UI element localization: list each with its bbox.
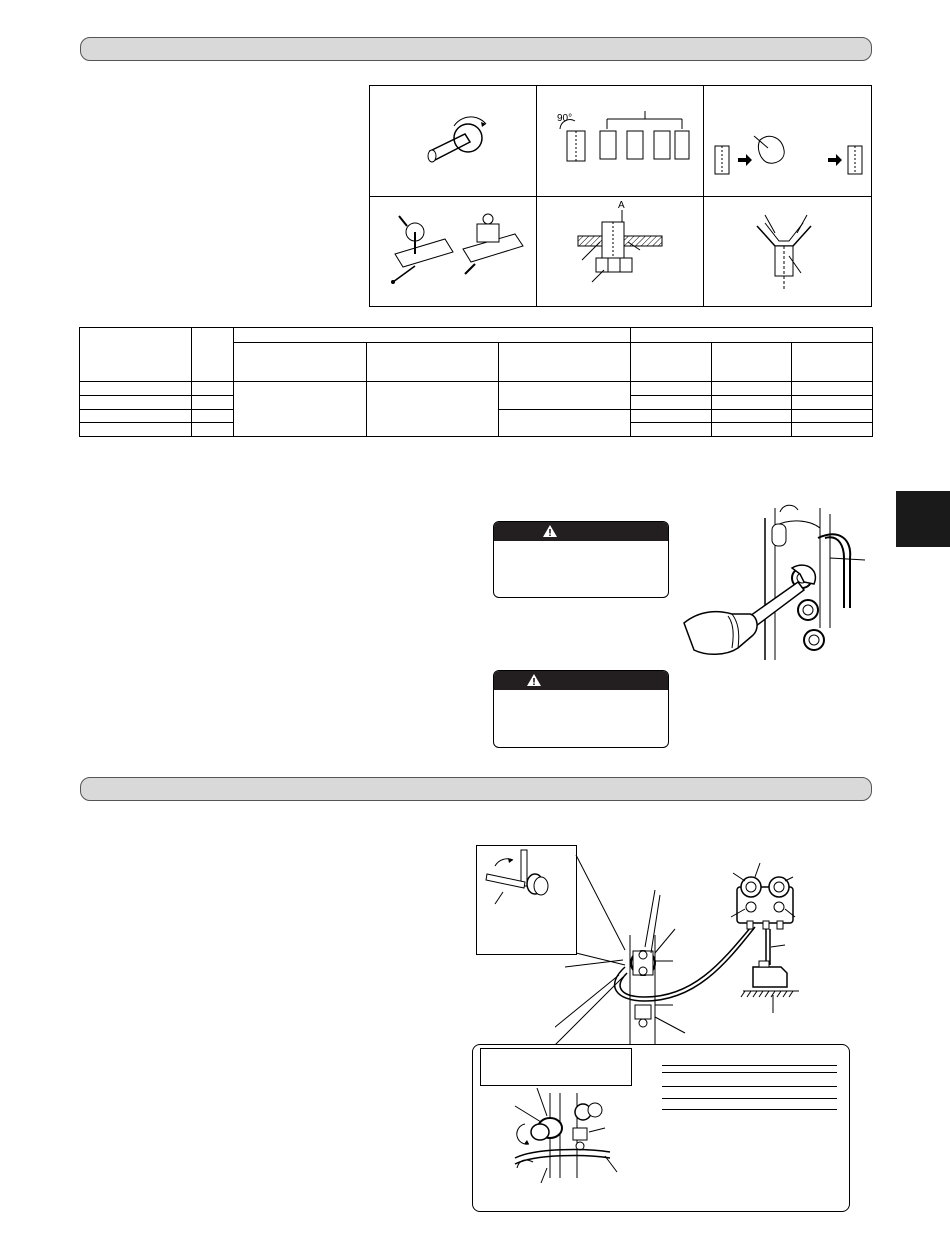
flare-check-illustration — [745, 211, 835, 296]
section-header-bar-1 — [80, 37, 872, 61]
warning-header — [494, 522, 668, 541]
table-cell — [792, 342, 873, 382]
pipe-spec-table — [79, 327, 873, 437]
service-port-detail-illustration — [505, 1088, 635, 1183]
warning-box-2 — [493, 670, 669, 748]
vacuum-gauge-manifold-diagram — [555, 855, 865, 1045]
warning-triangle-icon — [526, 673, 542, 687]
table-header-group — [631, 328, 873, 343]
flaring-tool-illustration — [385, 204, 530, 294]
table-cell — [192, 328, 234, 382]
cut-angle-illustration — [555, 101, 690, 181]
wrench-tightening-illustration — [680, 498, 870, 660]
table-cell — [80, 328, 192, 382]
note-box — [480, 1048, 632, 1086]
table-cell — [367, 342, 499, 382]
warning-box-1 — [493, 521, 669, 598]
section-label: A — [618, 200, 625, 211]
angle-label: 90° — [557, 113, 573, 124]
section-header-bar-2 — [80, 777, 872, 801]
table-cell — [712, 342, 792, 382]
hex-key-illustration — [477, 846, 557, 916]
table-cell — [499, 342, 631, 382]
warning-header — [494, 671, 668, 690]
language-tab-marker — [896, 491, 950, 547]
table-cell — [234, 342, 367, 382]
pipe-cutter-illustration — [410, 106, 500, 176]
flare-dimension-illustration — [570, 198, 670, 298]
table-cell — [631, 342, 712, 382]
deburring-illustration — [710, 126, 870, 176]
table-row — [80, 382, 873, 396]
table-header-group — [234, 328, 631, 343]
warning-triangle-icon — [542, 524, 558, 538]
flaring-procedure-figure-grid — [369, 85, 872, 307]
